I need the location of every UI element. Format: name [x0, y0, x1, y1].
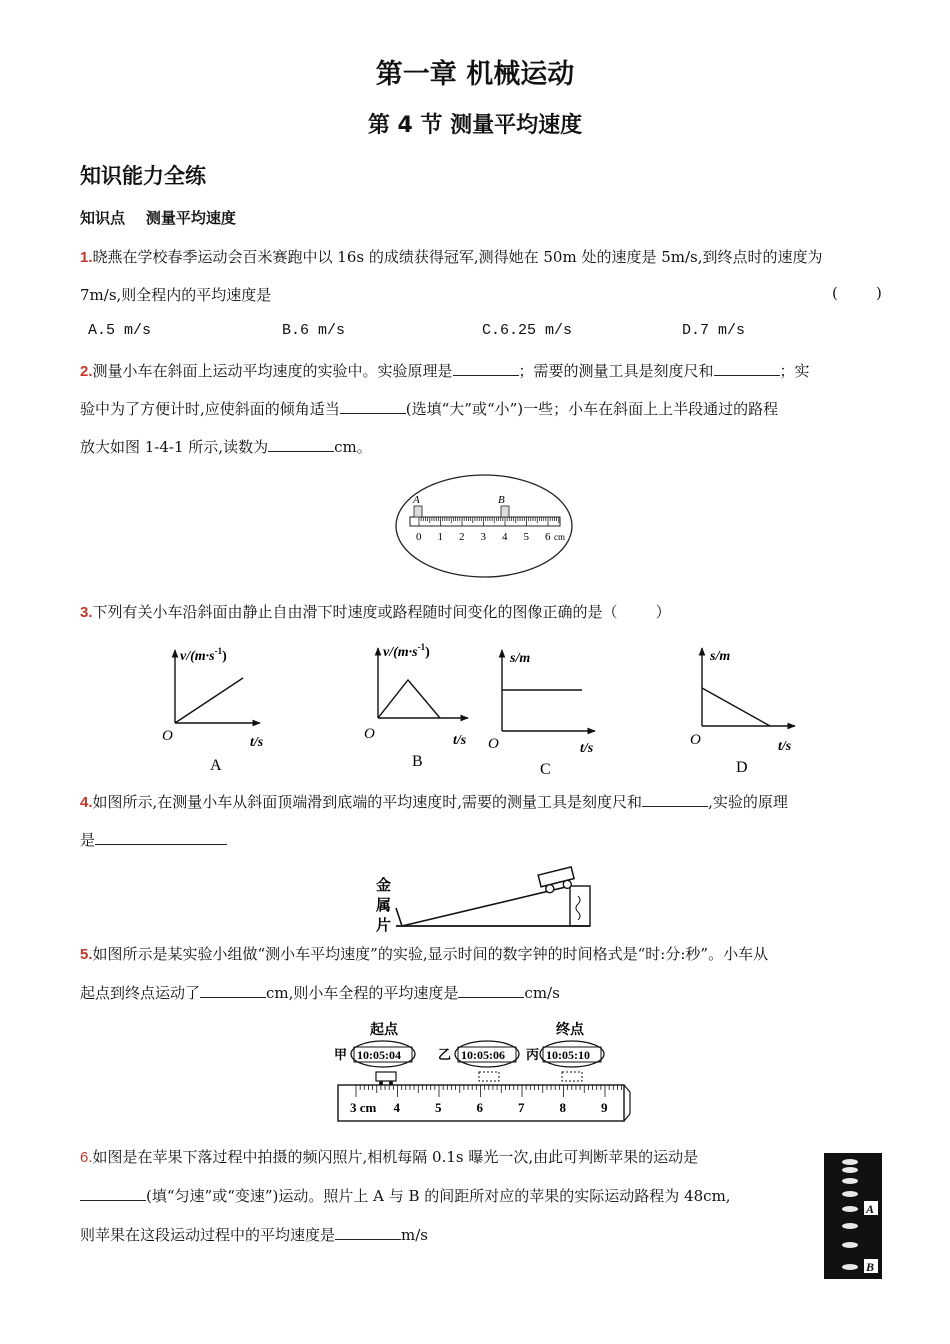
q1-line1: 1.晓燕在学校春季运动会百米赛跑中以 16s 的成绩获得冠军,测得她在 50m 处的速度是 5m/s,到终点时的速度为 — [80, 248, 823, 266]
photo-label-a: A — [866, 1202, 875, 1216]
ruler-number: 8 — [559, 1100, 566, 1115]
q4-blank-principle[interactable] — [95, 830, 227, 845]
q6-number: 6. — [80, 1149, 93, 1166]
q1-line2: 7m/s,则全程内的平均速度是 — [80, 286, 272, 304]
graph-a-xlabel: t/s — [250, 735, 264, 750]
metal-plate-label-2: 属 — [376, 898, 392, 914]
ruler-number: 3 — [480, 531, 486, 543]
graph-a — [162, 646, 264, 774]
graph-d-letter: D — [736, 759, 748, 776]
page-title: 第一章 机械运动 — [375, 59, 575, 90]
q5-line2: 起点到终点运动了 cm,则小车全程的平均速度是 cm/s — [80, 984, 560, 1002]
q2-line3: 放大如图 1-4-1 所示,读数为 cm。 — [80, 438, 372, 456]
ruler-number: 2 — [459, 531, 465, 543]
q4-blank-tool[interactable] — [642, 792, 708, 807]
clock-start-caption: 起点 — [370, 1023, 398, 1038]
graph-d-xlabel: t/s — [778, 739, 792, 754]
q6-line1: 6.如图是在苹果下落过程中拍摄的频闪照片,相机每隔 0.1s 曝光一次,由此可判断苹果的运动是 — [80, 1148, 699, 1166]
graph-b-line — [378, 680, 440, 718]
ruler-unit: cm — [554, 532, 565, 542]
q6-blank-motion[interactable] — [80, 1186, 146, 1201]
cart-start — [376, 1072, 396, 1081]
q2-line2: 验中为了方便计时,应使斜面的倾角适当 (选填“大”或“小”)一些；小车在斜面上上半段通过的路程 — [80, 400, 779, 418]
graph-b-letter: B — [412, 753, 423, 770]
cart-end — [562, 1072, 582, 1081]
q2-blank-reading[interactable] — [268, 437, 334, 452]
clock-end-caption: 终点 — [556, 1023, 584, 1038]
ruler-number: 3 cm — [350, 1100, 377, 1115]
q2-blank-tool[interactable] — [714, 361, 780, 376]
mark-a-label: A — [413, 494, 420, 506]
ruler-number: 0 — [416, 531, 422, 543]
strobe-photo — [824, 1153, 882, 1279]
photo-label-b: B — [866, 1260, 875, 1274]
clock-ruler-figure — [330, 1016, 636, 1126]
clock-yi-label: 乙 — [438, 1047, 452, 1062]
q1-option-a: A.5 m/s — [88, 322, 152, 339]
q2-number: 2. — [80, 363, 93, 380]
q3-line: 3.下列有关小车沿斜面由静止自由滑下时速度或路程随时间变化的图像正确的是（ ） — [80, 603, 671, 621]
incline-figure — [372, 858, 602, 934]
q4-line1: 4.如图所示,在测量小车从斜面顶端滑到底端的平均速度时,需要的测量工具是刻度尺和 ,实验的原理 — [80, 793, 788, 811]
graph-d-ylabel: s/m — [710, 649, 731, 664]
q4-number: 4. — [80, 794, 93, 811]
q6-blank-speed[interactable] — [335, 1225, 401, 1240]
metal-plate-label-1: 金 — [376, 878, 392, 894]
q4-line2: 是 — [80, 829, 227, 850]
graph-a-origin: O — [162, 728, 173, 744]
section-subtitle: 第 4 节 测量平均速度 — [367, 113, 583, 138]
q1-option-d: D.7 m/s — [682, 322, 746, 339]
graph-a-letter: A — [210, 757, 222, 774]
ruler-number: 5 — [523, 531, 529, 543]
ruler-number: 6 — [476, 1100, 483, 1115]
q1-number: 1. — [80, 249, 93, 266]
graph-b — [364, 642, 468, 770]
q1-option-c: C.6.25 m/s — [482, 322, 573, 339]
q1-option-b: B.6 m/s — [282, 322, 346, 339]
exercise-heading: 知识能力全练 — [80, 164, 206, 188]
graph-b-xlabel: t/s — [453, 733, 467, 748]
mark-b-block — [501, 506, 509, 517]
metal-plate-label-3: 片 — [376, 918, 392, 934]
q2-blank-angle[interactable] — [340, 399, 406, 414]
q2-blank-principle[interactable] — [453, 361, 519, 376]
graph-c-xlabel: t/s — [580, 741, 594, 756]
q5-line1: 5.如图所示是某实验小组做“测小车平均速度”的实验,显示时间的数字钟的时间格式是“时:分:秒”。小车从 — [80, 945, 769, 963]
graph-a-line — [175, 678, 243, 723]
graph-b-origin: O — [364, 726, 375, 742]
clock-bing-label: 丙 — [526, 1047, 540, 1062]
q1-answer-paren: ( ) — [832, 284, 882, 302]
clock-jia-label: 甲 — [334, 1047, 348, 1062]
q2-line1: 2.测量小车在斜面上运动平均速度的实验中。实验原理是 ；需要的测量工具是刻度尺和 ；实 — [80, 362, 810, 380]
ruler-figure-1-4-1 — [394, 473, 574, 579]
clock-bing-time: 10:05:10 — [546, 1048, 590, 1062]
ruler-number: 5 — [435, 1100, 442, 1115]
graph-a-ylabel: $v/(m\cdot s^{-1})$ — [180, 646, 227, 664]
graph-c — [488, 650, 595, 778]
mark-a-block — [414, 506, 422, 517]
clock-jia-time: 10:05:04 — [357, 1048, 401, 1062]
ruler-number: 9 — [601, 1100, 608, 1115]
ruler-number: 4 — [393, 1100, 400, 1115]
ruler-number: 1 — [437, 531, 443, 543]
graph-d — [690, 648, 795, 776]
graph-d-origin: O — [690, 732, 701, 748]
ruler-number: 6 — [545, 531, 551, 543]
graph-d-line — [702, 688, 770, 726]
graph-b-ylabel: $v/(m\cdot s^{-1})$ — [383, 642, 430, 660]
graph-c-origin: O — [488, 736, 499, 752]
cart-middle — [479, 1072, 499, 1081]
graph-c-letter: C — [540, 761, 551, 778]
mark-b-label: B — [498, 494, 505, 506]
knowledge-point: 知识点 测量平均速度 — [80, 209, 236, 227]
q6-line3: 则苹果在这段运动过程中的平均速度是 m/s — [80, 1226, 428, 1244]
q5-number: 5. — [80, 946, 93, 963]
ruler-number: 4 — [502, 531, 508, 543]
q3-number: 3. — [80, 604, 93, 621]
q5-blank-speed[interactable] — [458, 983, 524, 998]
ruler-number: 7 — [518, 1100, 525, 1115]
q3-graphs — [150, 638, 810, 780]
q5-blank-distance[interactable] — [200, 983, 266, 998]
graph-c-ylabel: s/m — [510, 651, 531, 666]
q6-line2: (填“匀速”或“变速”)运动。照片上 A 与 B 的间距所对应的苹果的实际运动路程为 48cm, — [80, 1185, 731, 1206]
clock-yi-time: 10:05:06 — [461, 1048, 505, 1062]
